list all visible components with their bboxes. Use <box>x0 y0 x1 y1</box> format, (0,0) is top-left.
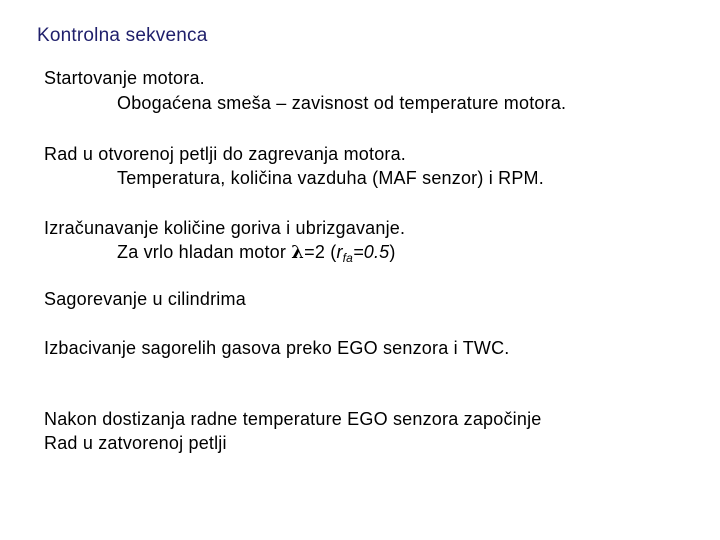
step-2-detail: Temperatura, količina vazduha (MAF senzor) i RPM. <box>117 168 544 188</box>
rfa-subscript: fa <box>342 251 354 265</box>
step-3-detail-prefix: Za vrlo hladan motor <box>117 242 292 262</box>
step-1-detail: Obogaćena smeša – zavisnost od temperature motora. <box>117 93 567 113</box>
rfa-symbol: r <box>336 242 343 262</box>
page-title: Kontrolna sekvenca <box>37 25 208 46</box>
step-6-text: Nakon dostizanja radne temperature EGO senzora započinje <box>44 409 542 429</box>
step-4-text: Sagorevanje u cilindrima <box>44 289 246 309</box>
step-6-continuation: Rad u zatvorenoj petlji <box>44 433 227 453</box>
step-3-text: Izračunavanje količine goriva i ubrizgavanje. <box>44 218 406 238</box>
step-5-text: Izbacivanje sagorelih gasova preko EGO senzora i TWC. <box>44 338 510 358</box>
step-1-text: Startovanje motora. <box>44 68 205 88</box>
step-3-detail <box>117 242 396 265</box>
lambda-value: =2 ( <box>304 242 337 262</box>
lambda-symbol: λ <box>291 242 305 263</box>
step-2-text: Rad u otvorenoj petlji do zagrevanja motora. <box>44 144 407 164</box>
step-3-detail-close: ) <box>389 242 396 262</box>
rfa-value: =0.5 <box>353 242 390 262</box>
